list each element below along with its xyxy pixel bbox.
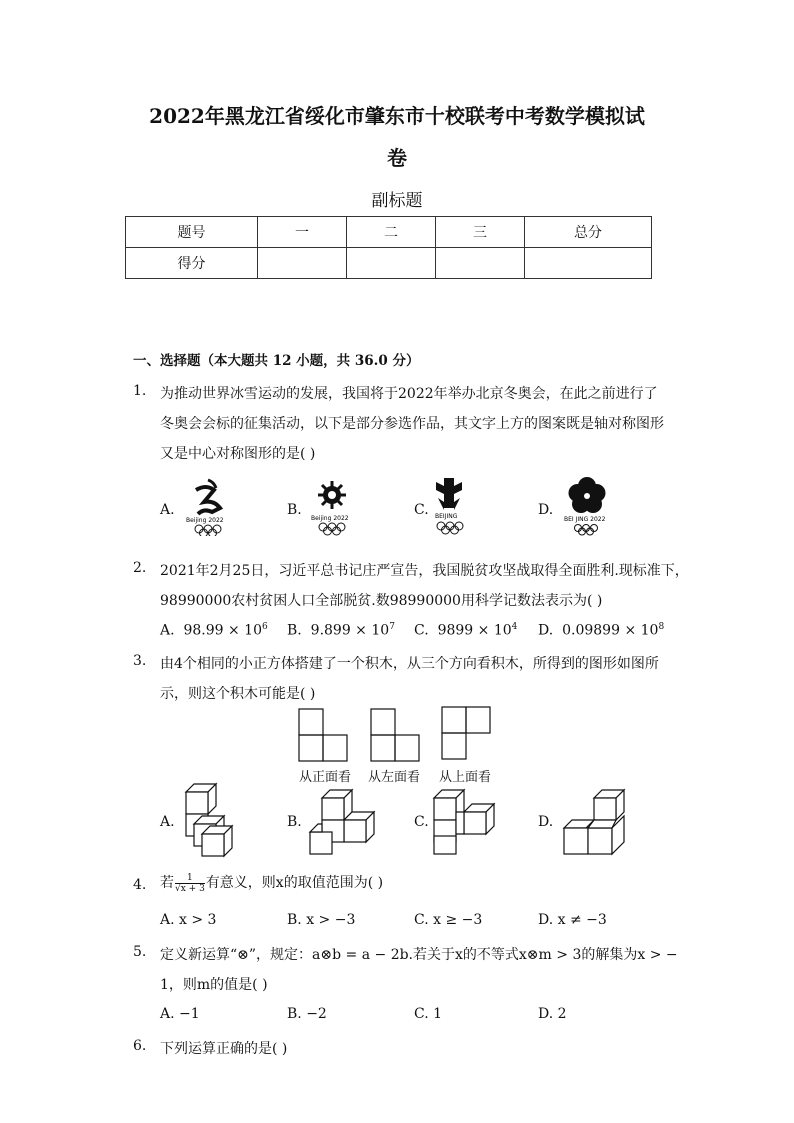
q4-fraction-numerator: 1 — [175, 873, 205, 884]
emblem-a-icon — [184, 478, 234, 536]
q2-option-b[interactable] — [287, 622, 395, 639]
q3-option-a-cubes — [180, 782, 240, 862]
q1-option-b-label[interactable]: B. — [287, 502, 302, 518]
q5-option-c[interactable]: C. 1 — [414, 1006, 443, 1022]
front-view-diagram — [298, 708, 350, 762]
q1-number: 1. — [133, 383, 147, 399]
option-exponent: 7 — [389, 622, 395, 632]
q3-option-c-cubes — [430, 786, 510, 858]
q2-option-c[interactable] — [414, 622, 517, 639]
q5-option-b[interactable]: B. −2 — [287, 1006, 327, 1022]
q4-fraction-denominator: √x + 3 — [175, 883, 205, 894]
svg-text:Beijing 2022: Beijing 2022 — [311, 515, 349, 522]
q4-option-c[interactable]: C. x ≥ −3 — [414, 912, 483, 928]
q6-number: 6. — [133, 1038, 147, 1054]
option-base: 98.99 × 10 — [183, 622, 262, 639]
option-base: 0.09899 × 10 — [562, 622, 659, 639]
q5-number: 5. — [133, 944, 147, 960]
q3-option-d-label[interactable]: D. — [538, 814, 554, 830]
score-header-row — [126, 217, 652, 248]
q2-option-d[interactable] — [538, 622, 664, 639]
top-view-diagram — [441, 706, 493, 760]
option-label: D. — [538, 622, 554, 639]
q5-line: 定义新运算“⊗”，规定：a⊗b = a − 2b.若关于x的不等式x⊗m > 3的解集为x > − — [160, 947, 678, 963]
q3-line: 由4个相同的小正方体搭建了一个积木，从三个方向看积木，所得到的图形如图所 — [160, 656, 659, 672]
title-line-1: 2022年黑龙江省绥化市肇东市十校联考中考数学模拟试 — [149, 104, 645, 128]
q3-option-c-label[interactable]: C. — [414, 814, 429, 830]
q1-line: 又是中心对称图形的是( ) — [160, 446, 316, 462]
option-exponent: 4 — [511, 622, 518, 632]
q1-option-d-label[interactable]: D. — [538, 502, 554, 518]
q4-option-d[interactable]: D. x ≠ −3 — [538, 912, 607, 928]
q4-fraction — [175, 873, 205, 894]
q4-stem — [160, 872, 383, 894]
option-label: C. — [414, 622, 429, 639]
q1-line: 冬奥会会标的征集活动，以下是部分参选作品，其文字上方的图案既是轴对称图形 — [160, 416, 664, 432]
q5-option-d[interactable]: D. 2 — [538, 1006, 567, 1022]
q3-option-a-label[interactable]: A. — [160, 814, 175, 830]
emblem-d-plum-blossom-icon — [560, 476, 614, 536]
section-heading: 一、选择题（本大题共 12 小题，共 36.0 分） — [133, 353, 420, 369]
score-cell — [525, 248, 652, 279]
score-header-cell: 题号 — [126, 217, 258, 248]
top-view-caption: 从上面看 — [439, 770, 492, 785]
q4-option-b[interactable]: B. x > −3 — [287, 912, 356, 928]
q4-option-a[interactable]: A. x > 3 — [160, 912, 217, 928]
emblem-b-snowflake-icon — [308, 478, 358, 536]
score-table — [125, 216, 652, 279]
option-label: B. — [287, 622, 302, 639]
q3-option-d-cubes — [560, 786, 640, 858]
left-view-diagram — [370, 708, 422, 762]
q2-line: 98990000农村贫困人口全部脱贫.数98990000用科学记数法表示为( ) — [160, 593, 603, 609]
q4-post: 有意义，则x的取值范围为( ) — [205, 875, 384, 891]
title-line-2: 卷 — [387, 146, 407, 170]
score-header-cell: 二 — [347, 217, 436, 248]
option-base: 9899 × 10 — [437, 622, 512, 639]
score-cell — [436, 248, 525, 279]
option-exponent: 8 — [658, 622, 665, 632]
svg-text:BEIJING: BEIJING — [435, 513, 458, 520]
option-base: 9.899 × 10 — [310, 622, 390, 639]
q3-option-b-label[interactable]: B. — [287, 814, 302, 830]
score-value-row — [126, 248, 652, 279]
score-cell — [258, 248, 347, 279]
q5-line: 1，则m的值是( ) — [160, 977, 268, 993]
q3-option-b-cubes — [306, 786, 386, 858]
score-header-cell: 三 — [436, 217, 525, 248]
q4-number: 4. — [133, 877, 147, 893]
score-cell — [347, 248, 436, 279]
option-exponent: 6 — [262, 622, 268, 632]
q3-line: 示，则这个积木可能是( ) — [160, 686, 316, 702]
q2-number: 2. — [133, 560, 147, 576]
option-label: A. — [160, 622, 175, 639]
score-header-cell: 总分 — [525, 217, 652, 248]
q2-line: 2021年2月25日，习近平总书记庄严宣告，我国脱贫攻坚战取得全面胜利.现标准下， — [160, 563, 689, 579]
svg-text:BEI JING 2022: BEI JING 2022 — [564, 516, 606, 523]
q1-option-c-label[interactable]: C. — [414, 502, 429, 518]
q6-text: 下列运算正确的是( ) — [160, 1041, 288, 1057]
q1-line: 为推动世界冰雪运动的发展，我国将于2022年举办北京冬奥会，在此之前进行了 — [160, 386, 658, 402]
left-view-caption: 从左面看 — [368, 770, 421, 785]
emblem-c-icon — [432, 476, 468, 538]
front-view-caption: 从正面看 — [299, 770, 352, 785]
subtitle: 副标题 — [371, 191, 423, 211]
q5-option-a[interactable]: A. −1 — [160, 1006, 200, 1022]
svg-text:Beijing 2022: Beijing 2022 — [186, 517, 224, 524]
score-row-label: 得分 — [126, 248, 258, 279]
q2-option-a[interactable] — [160, 622, 268, 639]
q4-pre: 若 — [160, 875, 174, 891]
q1-option-a-label[interactable]: A. — [160, 502, 175, 518]
q3-number: 3. — [133, 653, 147, 669]
score-header-cell: 一 — [258, 217, 347, 248]
